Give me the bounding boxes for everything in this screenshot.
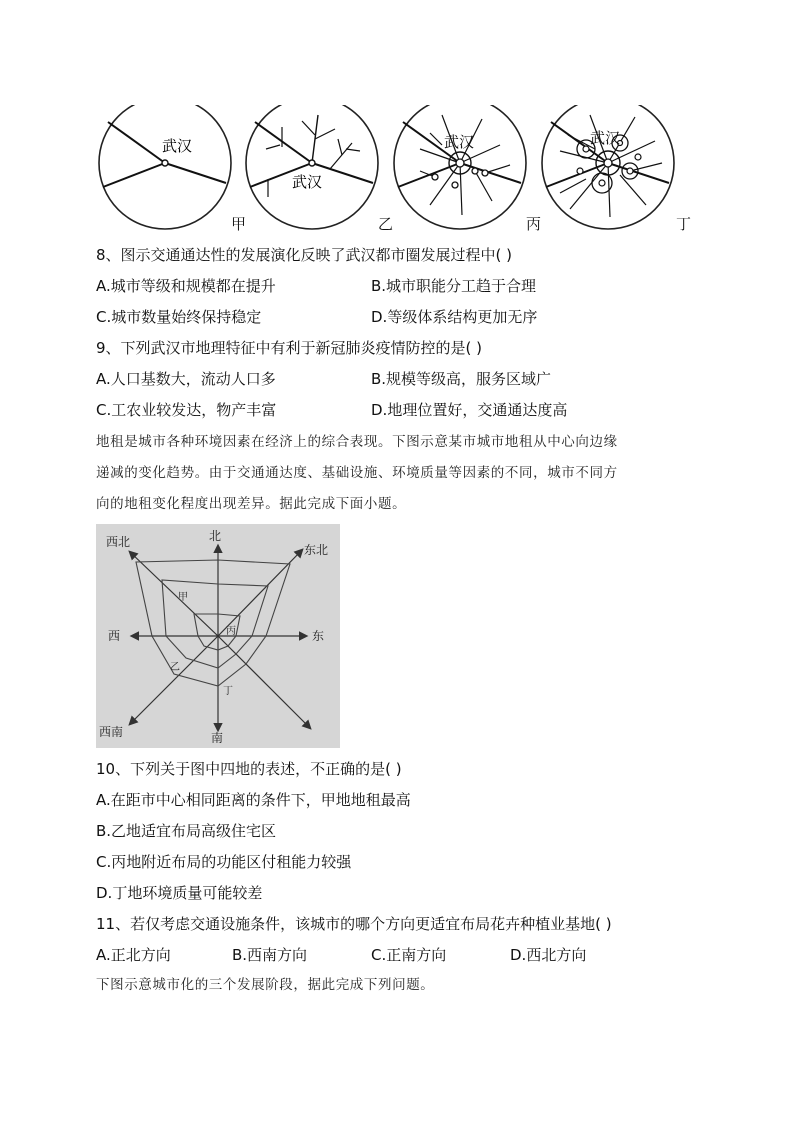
q11-option-d[interactable]: D.西北方向 [510,946,587,964]
q9-option-d[interactable]: D.地理位置好，交通通达度高 [371,401,568,419]
dir-northeast: 东北 [304,543,329,557]
circle-ding [542,105,674,229]
dir-west: 西 [108,629,121,643]
q8-option-a[interactable]: A.城市等级和规模都在提升 [96,277,276,295]
q10-option-d[interactable]: D.丁地环境质量可能较差 [96,884,263,902]
dir-east: 东 [312,629,325,643]
dir-north: 北 [209,529,222,543]
q11-option-b[interactable]: B.西南方向 [232,946,308,964]
dir-southwest: 西南 [99,725,124,739]
axis-northeast [218,550,302,636]
rent-intro-line-1: 地租是城市各种环境因素在经济上的综合表现。下图示意某市城市地租从中心向边缘 [96,434,618,450]
q10-option-c[interactable]: C.丙地附近布局的功能区付租能力较强 [96,853,352,871]
point-jia: 甲 [178,592,188,603]
label-ding: 丁 [676,215,692,233]
dir-south: 南 [211,731,224,745]
q10-option-a[interactable]: A.在距市中心相同距离的条件下，甲地地租最高 [96,791,411,809]
land-rent-figure [96,524,340,748]
circle-bing-city: 武汉 [444,133,475,151]
contour-outer [136,560,290,686]
dir-northwest: 西北 [106,535,131,549]
q11-stem: 11、若仅考虑交通设施条件，该城市的哪个方向更适宜布局花卉种植业基地( ) [96,915,612,933]
label-yi: 乙 [378,215,394,233]
urbanization-intro: 下图示意城市化的三个发展阶段，据此完成下列问题。 [96,977,435,993]
axis-southeast [218,636,310,728]
circle-jia-city: 武汉 [162,137,193,155]
point-ding: 丁 [223,686,233,697]
label-jia: 甲 [231,215,247,233]
axis-southwest [130,636,218,724]
q8-option-b[interactable]: B.城市职能分工趋于合理 [371,277,537,295]
wuhan-transport-evolution-figure [90,105,710,235]
rent-intro-line-3: 向的地租变化程度出现差异。据此完成下面小题。 [96,496,407,512]
q8-option-c[interactable]: C.城市数量始终保持稳定 [96,308,262,326]
point-bing: 丙 [226,626,236,637]
q9-option-c[interactable]: C.工农业较发达，物产丰富 [96,401,277,419]
q9-stem: 9、下列武汉市地理特征中有利于新冠肺炎疫情防控的是( ) [96,339,483,357]
q9-option-a[interactable]: A.人口基数大，流动人口多 [96,370,276,388]
land-rent-diagram [96,524,340,748]
rent-intro [96,427,700,520]
circle-ding-city: 武汉 [590,129,621,147]
q10-stem: 10、下列关于图中四地的表述，不正确的是( ) [96,760,402,778]
circle-yi-city: 武汉 [292,173,323,191]
point-yi: 乙 [170,662,180,673]
circle-bing [394,105,526,229]
q8-option-d[interactable]: D.等级体系结构更加无序 [371,308,538,326]
q8-stem: 8、图示交通通达性的发展演化反映了武汉都市圈发展过程中( ) [96,246,513,264]
circle-jia [99,105,231,229]
rent-intro-line-2: 递减的变化趋势。由于交通通达度、基础设施、环境质量等因素的不同，城市不同方 [96,465,618,481]
label-bing: 丙 [526,215,542,233]
q11-option-a[interactable]: A.正北方向 [96,946,171,964]
circle-yi [246,105,378,229]
q9-option-b[interactable]: B.规模等级高，服务区域广 [371,370,552,388]
q11-option-c[interactable]: C.正南方向 [371,946,447,964]
q10-option-b[interactable]: B.乙地适宜布局高级住宅区 [96,822,277,840]
